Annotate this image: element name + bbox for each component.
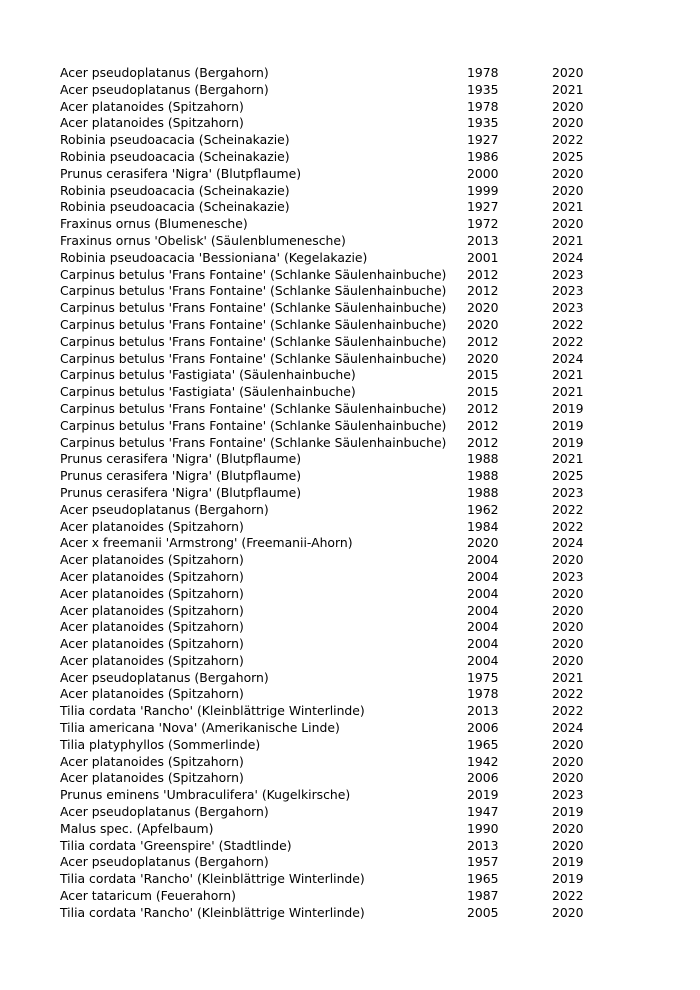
table-row [60,435,620,452]
tree-species-name: Acer platanoides (Spitzahorn) [60,568,244,584]
tree-species-name: Acer platanoides (Spitzahorn) [60,585,244,601]
year-scheduled: 2023 [552,266,584,282]
tree-species-name: Carpinus betulus 'Frans Fontaine' (Schlanke Säulenhainbuche) [60,316,447,332]
year-scheduled: 2020 [552,636,584,652]
table-row [60,283,620,300]
tree-species-name: Tilia cordata 'Greenspire' (Stadtlinde) [60,837,292,853]
year-planted: 2004 [467,602,499,618]
year-scheduled: 2019 [552,871,584,887]
table-row [60,367,620,384]
year-scheduled: 2022 [552,501,584,517]
tree-species-name: Acer platanoides (Spitzahorn) [60,753,244,769]
year-planted: 2012 [467,283,499,299]
year-scheduled: 2022 [552,132,584,148]
tree-species-name: Tilia cordata 'Rancho' (Kleinblättrige Winterlinde) [60,871,365,887]
table-row [60,619,620,636]
year-scheduled: 2020 [552,736,584,752]
tree-species-name: Acer pseudoplatanus (Bergahorn) [60,669,269,685]
year-planted: 2004 [467,552,499,568]
table-row [60,418,620,435]
year-scheduled: 2022 [552,703,584,719]
tree-species-name: Acer platanoides (Spitzahorn) [60,636,244,652]
table-row [60,603,620,620]
tree-species-name: Acer platanoides (Spitzahorn) [60,115,244,131]
tree-species-name: Tilia americana 'Nova' (Amerikanische Linde) [60,720,340,736]
tree-list [60,65,620,922]
year-scheduled: 2020 [552,98,584,114]
year-planted: 1984 [467,518,499,534]
year-scheduled: 2020 [552,837,584,853]
year-scheduled: 2022 [552,316,584,332]
table-row [60,703,620,720]
year-planted: 1962 [467,501,499,517]
tree-species-name: Acer platanoides (Spitzahorn) [60,686,244,702]
table-row [60,653,620,670]
table-row [60,317,620,334]
year-scheduled: 2021 [552,384,584,400]
year-scheduled: 2022 [552,518,584,534]
year-planted: 2004 [467,652,499,668]
table-row [60,250,620,267]
year-planted: 2013 [467,703,499,719]
table-row [60,401,620,418]
tree-species-name: Acer pseudoplatanus (Bergahorn) [60,81,269,97]
year-scheduled: 2022 [552,888,584,904]
year-scheduled: 2020 [552,820,584,836]
tree-species-name: Carpinus betulus 'Frans Fontaine' (Schlanke Säulenhainbuche) [60,283,447,299]
tree-species-name: Carpinus betulus 'Frans Fontaine' (Schlanke Säulenhainbuche) [60,400,447,416]
year-planted: 2020 [467,535,499,551]
year-scheduled: 2023 [552,484,584,500]
tree-species-name: Robinia pseudoacacia (Scheinakazie) [60,182,290,198]
tree-species-name: Prunus cerasifera 'Nigra' (Blutpflaume) [60,165,302,181]
year-scheduled: 2019 [552,417,584,433]
year-scheduled: 2024 [552,720,584,736]
year-scheduled: 2022 [552,333,584,349]
year-planted: 1978 [467,686,499,702]
table-row [60,770,620,787]
year-scheduled: 2019 [552,400,584,416]
year-planted: 1986 [467,148,499,164]
year-scheduled: 2021 [552,199,584,215]
table-row [60,132,620,149]
table-row [60,754,620,771]
year-scheduled: 2020 [552,753,584,769]
year-scheduled: 2019 [552,804,584,820]
table-row [60,233,620,250]
year-scheduled: 2020 [552,602,584,618]
year-planted: 2012 [467,333,499,349]
tree-species-name: Acer platanoides (Spitzahorn) [60,619,244,635]
table-row [60,519,620,536]
table-row [60,468,620,485]
tree-species-name: Fraxinus ornus (Blumenesche) [60,216,248,232]
table-row [60,267,620,284]
year-scheduled: 2025 [552,468,584,484]
tree-species-name: Acer pseudoplatanus (Bergahorn) [60,65,269,80]
year-scheduled: 2019 [552,854,584,870]
year-scheduled: 2023 [552,283,584,299]
table-row [60,871,620,888]
tree-species-name: Acer x freemanii 'Armstrong' (Freemanii-Ahorn) [60,535,353,551]
tree-species-name: Robinia pseudoacacia (Scheinakazie) [60,148,290,164]
tree-species-name: Carpinus betulus 'Frans Fontaine' (Schlanke Säulenhainbuche) [60,333,447,349]
year-planted: 1987 [467,888,499,904]
year-scheduled: 2020 [552,904,584,920]
year-planted: 2004 [467,636,499,652]
table-row [60,451,620,468]
year-planted: 1975 [467,669,499,685]
year-planted: 2013 [467,232,499,248]
table-row [60,149,620,166]
year-planted: 1927 [467,199,499,215]
year-scheduled: 2020 [552,770,584,786]
year-scheduled: 2022 [552,686,584,702]
table-row [60,99,620,116]
year-planted: 2006 [467,720,499,736]
year-scheduled: 2025 [552,148,584,164]
tree-species-name: Acer pseudoplatanus (Bergahorn) [60,854,269,870]
year-scheduled: 2021 [552,451,584,467]
year-planted: 2012 [467,434,499,450]
tree-species-name: Carpinus betulus 'Frans Fontaine' (Schlanke Säulenhainbuche) [60,434,447,450]
year-planted: 1965 [467,736,499,752]
year-scheduled: 2020 [552,619,584,635]
table-row [60,670,620,687]
tree-species-name: Acer pseudoplatanus (Bergahorn) [60,804,269,820]
table-row [60,905,620,922]
year-scheduled: 2024 [552,350,584,366]
tree-species-name: Carpinus betulus 'Frans Fontaine' (Schlanke Säulenhainbuche) [60,300,447,316]
table-row [60,115,620,132]
year-scheduled: 2021 [552,232,584,248]
table-row [60,300,620,317]
year-planted: 2001 [467,249,499,265]
year-planted: 2012 [467,417,499,433]
table-row [60,838,620,855]
table-row [60,351,620,368]
table-row [60,384,620,401]
tree-species-name: Tilia cordata 'Rancho' (Kleinblättrige Winterlinde) [60,703,365,719]
year-planted: 1957 [467,854,499,870]
year-planted: 2006 [467,770,499,786]
tree-species-name: Prunus cerasifera 'Nigra' (Blutpflaume) [60,484,302,500]
year-scheduled: 2023 [552,568,584,584]
tree-species-name: Carpinus betulus 'Frans Fontaine' (Schlanke Säulenhainbuche) [60,350,447,366]
table-row [60,199,620,216]
table-row [60,485,620,502]
year-planted: 1927 [467,132,499,148]
year-scheduled: 2020 [552,652,584,668]
year-scheduled: 2020 [552,585,584,601]
year-planted: 2004 [467,585,499,601]
year-planted: 2013 [467,837,499,853]
year-scheduled: 2020 [552,552,584,568]
year-scheduled: 2020 [552,115,584,131]
tree-species-name: Acer platanoides (Spitzahorn) [60,552,244,568]
tree-species-name: Prunus eminens 'Umbraculifera' (Kugelkirsche) [60,787,351,803]
tree-species-name: Carpinus betulus 'Fastigiata' (Säulenhainbuche) [60,384,356,400]
tree-species-name: Acer platanoides (Spitzahorn) [60,652,244,668]
year-planted: 1988 [467,468,499,484]
year-planted: 2005 [467,904,499,920]
table-row [60,636,620,653]
year-planted: 1978 [467,98,499,114]
tree-species-name: Tilia cordata 'Rancho' (Kleinblättrige Winterlinde) [60,904,365,920]
year-planted: 2020 [467,316,499,332]
tree-species-name: Acer tataricum (Feuerahorn) [60,888,236,904]
year-planted: 2012 [467,266,499,282]
year-planted: 2004 [467,619,499,635]
table-row [60,502,620,519]
year-planted: 1990 [467,820,499,836]
table-row [60,586,620,603]
table-row [60,737,620,754]
table-row [60,82,620,99]
tree-species-name: Carpinus betulus 'Frans Fontaine' (Schlanke Säulenhainbuche) [60,417,447,433]
year-scheduled: 2020 [552,216,584,232]
tree-species-name: Malus spec. (Apfelbaum) [60,820,214,836]
year-scheduled: 2024 [552,249,584,265]
table-row [60,854,620,871]
year-scheduled: 2024 [552,535,584,551]
table-row [60,888,620,905]
table-row [60,334,620,351]
tree-species-name: Robinia pseudoacacia 'Bessioniana' (Kegelakazie) [60,249,368,265]
year-planted: 1972 [467,216,499,232]
table-row [60,552,620,569]
year-planted: 2015 [467,367,499,383]
year-planted: 2015 [467,384,499,400]
tree-species-name: Robinia pseudoacacia (Scheinakazie) [60,132,290,148]
year-planted: 1935 [467,81,499,97]
year-planted: 1965 [467,871,499,887]
year-scheduled: 2020 [552,182,584,198]
table-row [60,569,620,586]
tree-species-name: Acer platanoides (Spitzahorn) [60,518,244,534]
tree-species-name: Tilia platyphyllos (Sommerlinde) [60,736,261,752]
tree-species-name: Prunus cerasifera 'Nigra' (Blutpflaume) [60,451,302,467]
year-scheduled: 2020 [552,165,584,181]
year-planted: 1935 [467,115,499,131]
table-row [60,804,620,821]
tree-species-name: Acer pseudoplatanus (Bergahorn) [60,501,269,517]
table-row [60,65,620,82]
year-planted: 1942 [467,753,499,769]
table-row [60,166,620,183]
year-planted: 2019 [467,787,499,803]
table-row [60,183,620,200]
year-planted: 2020 [467,300,499,316]
table-row [60,535,620,552]
year-scheduled: 2020 [552,65,584,80]
tree-species-name: Fraxinus ornus 'Obelisk' (Säulenblumenesche) [60,232,346,248]
year-planted: 1947 [467,804,499,820]
table-row [60,787,620,804]
tree-species-name: Carpinus betulus 'Fastigiata' (Säulenhainbuche) [60,367,356,383]
tree-species-name: Acer platanoides (Spitzahorn) [60,770,244,786]
table-row [60,821,620,838]
year-scheduled: 2023 [552,787,584,803]
year-planted: 2000 [467,165,499,181]
tree-species-name: Acer platanoides (Spitzahorn) [60,98,244,114]
year-planted: 1988 [467,484,499,500]
year-planted: 2004 [467,568,499,584]
year-scheduled: 2019 [552,434,584,450]
tree-species-name: Robinia pseudoacacia (Scheinakazie) [60,199,290,215]
table-row [60,720,620,737]
table-row [60,216,620,233]
tree-species-name: Acer platanoides (Spitzahorn) [60,602,244,618]
year-scheduled: 2021 [552,81,584,97]
year-planted: 2012 [467,400,499,416]
year-planted: 2020 [467,350,499,366]
year-scheduled: 2021 [552,367,584,383]
year-scheduled: 2023 [552,300,584,316]
tree-species-name: Prunus cerasifera 'Nigra' (Blutpflaume) [60,468,302,484]
table-row [60,686,620,703]
tree-species-name: Carpinus betulus 'Frans Fontaine' (Schlanke Säulenhainbuche) [60,266,447,282]
year-planted: 1999 [467,182,499,198]
year-planted: 1988 [467,451,499,467]
year-planted: 1978 [467,65,499,80]
year-scheduled: 2021 [552,669,584,685]
